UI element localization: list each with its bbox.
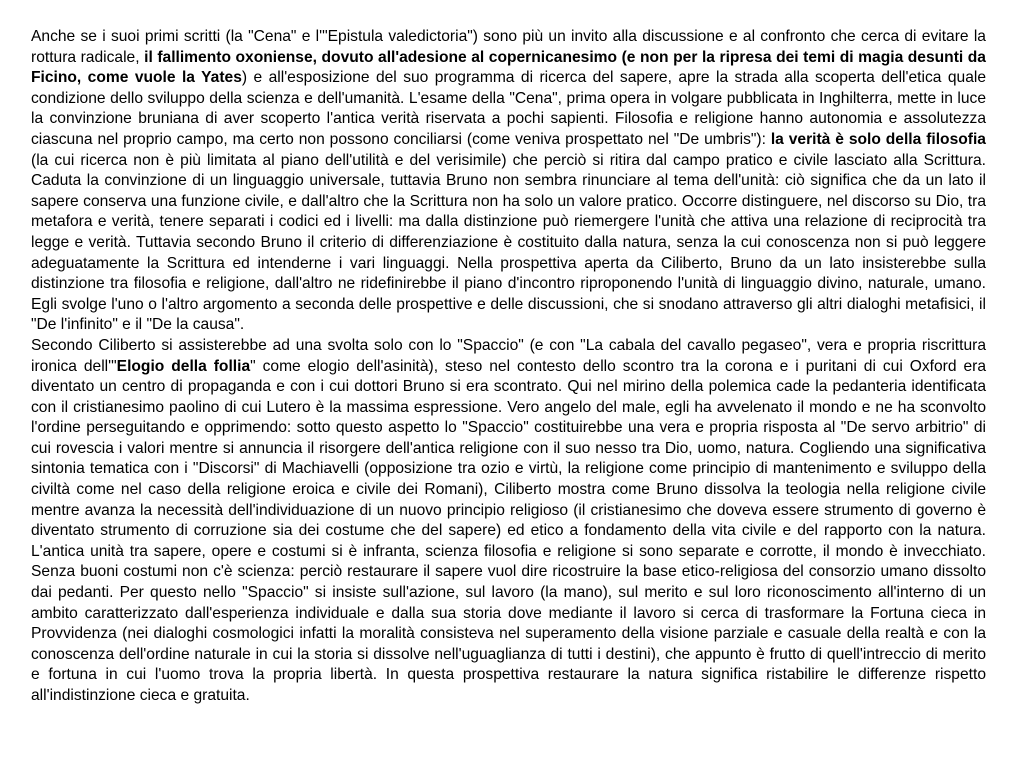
paragraph-2-text-2: " come elogio dell'asinità), steso nel contesto dello scontro tra la corona e i puritani di cui Oxford era diventato un centro di propaganda e con i cui dottori Bruno si era scontrato. Qui nel mirino della polemica cade la pedanteria identificata con il cristianesimo paolino di cui Lutero è la massima espressione. Vero angelo del male, egli ha avvelenato il mondo e ne ha sconvolto l'ordine perseguitando e opprimendo: sotto questo aspetto lo "Spaccio" costituirebbe una vera e propria risposta al "De servo arbitrio" di cui rovescia i valori mentre si annuncia il risorgere dell'antica religione con il suo nesso tra Dio, uomo, natura. Cogliendo una significativa sintonia tematica con i "Discorsi" di Machiavelli (opposizione tra ozio e virtù, la religione come principio di mantenimento e sviluppo della civiltà come nel caso della religione eroica e civile dei Romani), Ciliberto mostra come Bruno dissolva la teologia nella religione civile mentre avanza la necessità dell'individuazione di un nuovo principio religioso (il cristianesimo che doveva essere strumento di governo è diventato strumento di corruzione sia dei costume che del sapere) ed etico a fondamento della vita civile e del rapporto con la natura. L'antica unità tra sapere, opere e costumi si è infranta, scienza filosofia e religione si sono separate e corrotte, il mondo è invecchiato. Senza buoni costumi non c'è scienza: perciò restaurare il sapere vuol dire ricostruire la base etico-religiosa del consorzio umano dissolto dai pedanti. Per questo nello "Spaccio" si insiste sull'azione, sul lavoro (la mano), sul merito e sul loro riconoscimento all'interno di un ambito caratterizzato dall'esperienza individuale e dalla sua storia dove mediante il lavoro si cerca di trasformare la Fortuna cieca in Provvidenza (nei dialoghi cosmologici infatti la moralità consisteva nel superamento della visione parziale e casuale della realtà e con la conoscenza dell'ordine naturale in cui la storia si dissolve nell'uguaglianza di tutti i destini), che appunto è frutto di quell'intreccio di merito e fortuna in cui l'uomo trova la propria libertà. In questa prospettiva restaurare la natura significa ristabilire le differenze rispetto all'indistinzione cieca e gratuita.	[31, 357, 987, 704]
paragraph-1-bold-1: il fallimento oxoniense, dovuto all'adesione al copernicanesimo (e non per la ripresa dei temi di magia desunti da Ficino, come vuole la Yates	[31, 48, 986, 87]
document-page	[31, 27, 986, 707]
paragraph-2-text-1: Secondo Ciliberto si assisterebbe ad una svolta solo con lo "Spaccio" (e con "La cabala del cavallo pegaseo", vera e propria riscrittura ironica dell'"	[31, 336, 986, 375]
paragraph-1-text-3: (la cui ricerca non è più limitata al piano dell'utilità e del verisimile) che perciò si ritira dal campo pratico e civile lasciato alla Scrittura. Caduta la convinzione di un linguaggio universale, tuttavia Bruno non sembra rinunciare al tema dell'unità: ciò significa che da un lato il sapere conserva una funzione civile, e dall'altro che la Scrittura non ha solo un valore pratico. Occorre distinguere, nel discorso su Dio, tra metafora e verità, tenere separati i codici ed i livelli: ma dalla distinzione può riemergere l'unità che attiva una relazione di reciprocità tra legge e verità. Tuttavia secondo Bruno il criterio di differenziazione è costituito dalla natura, senza la cui conoscenza non si può leggere adeguatamente la Scrittura ed intenderne i vari linguaggi. Nella prospettiva aperta da Ciliberto, Bruno da un lato insisterebbe sulla distinzione tra filosofia e religione, dall'altro ne ridefinirebbe il piano d'incontro riproponendo l'unità di linguaggio divino, naturale, umano. Egli svolge l'uno o l'altro argomento a seconda delle prospettive e delle discussioni, che si snodano attraverso gli altri dialoghi metafisici, il "De l'infinito" e il "De la causa".	[31, 151, 986, 334]
paragraph-1-bold-2: la verità è solo della filosofia	[770, 130, 986, 148]
paragraph-2-bold-1: Elogio della follia	[116, 357, 251, 375]
paragraph-2	[31, 336, 986, 707]
paragraph-1-text-1: Anche se i suoi primi scritti (la "Cena" e l'"Epistula valedictoria") sono più un invito alla discussione e al confronto che cerca di evitare la rottura radicale,	[31, 28, 986, 66]
paragraph-1-text-2: ) e all'esposizione del suo programma di ricerca del sapere, apre la strada alla scoperta dell'etica quale condizione dello sviluppo della scienza e dell'umanità. L'esame della "Cena", prima opera in volgare pubblicata in Inghilterra, mette in luce la convinzione bruniana di aver scoperto l'antica verità riservata a pochi sapienti. Filosofia e religione hanno autonomia e assolutezza ciascuna nel proprio campo, ma certo non possono conciliarsi (come veniva prospettato nel "De umbris"):	[31, 69, 986, 148]
paragraph-1	[31, 27, 986, 336]
